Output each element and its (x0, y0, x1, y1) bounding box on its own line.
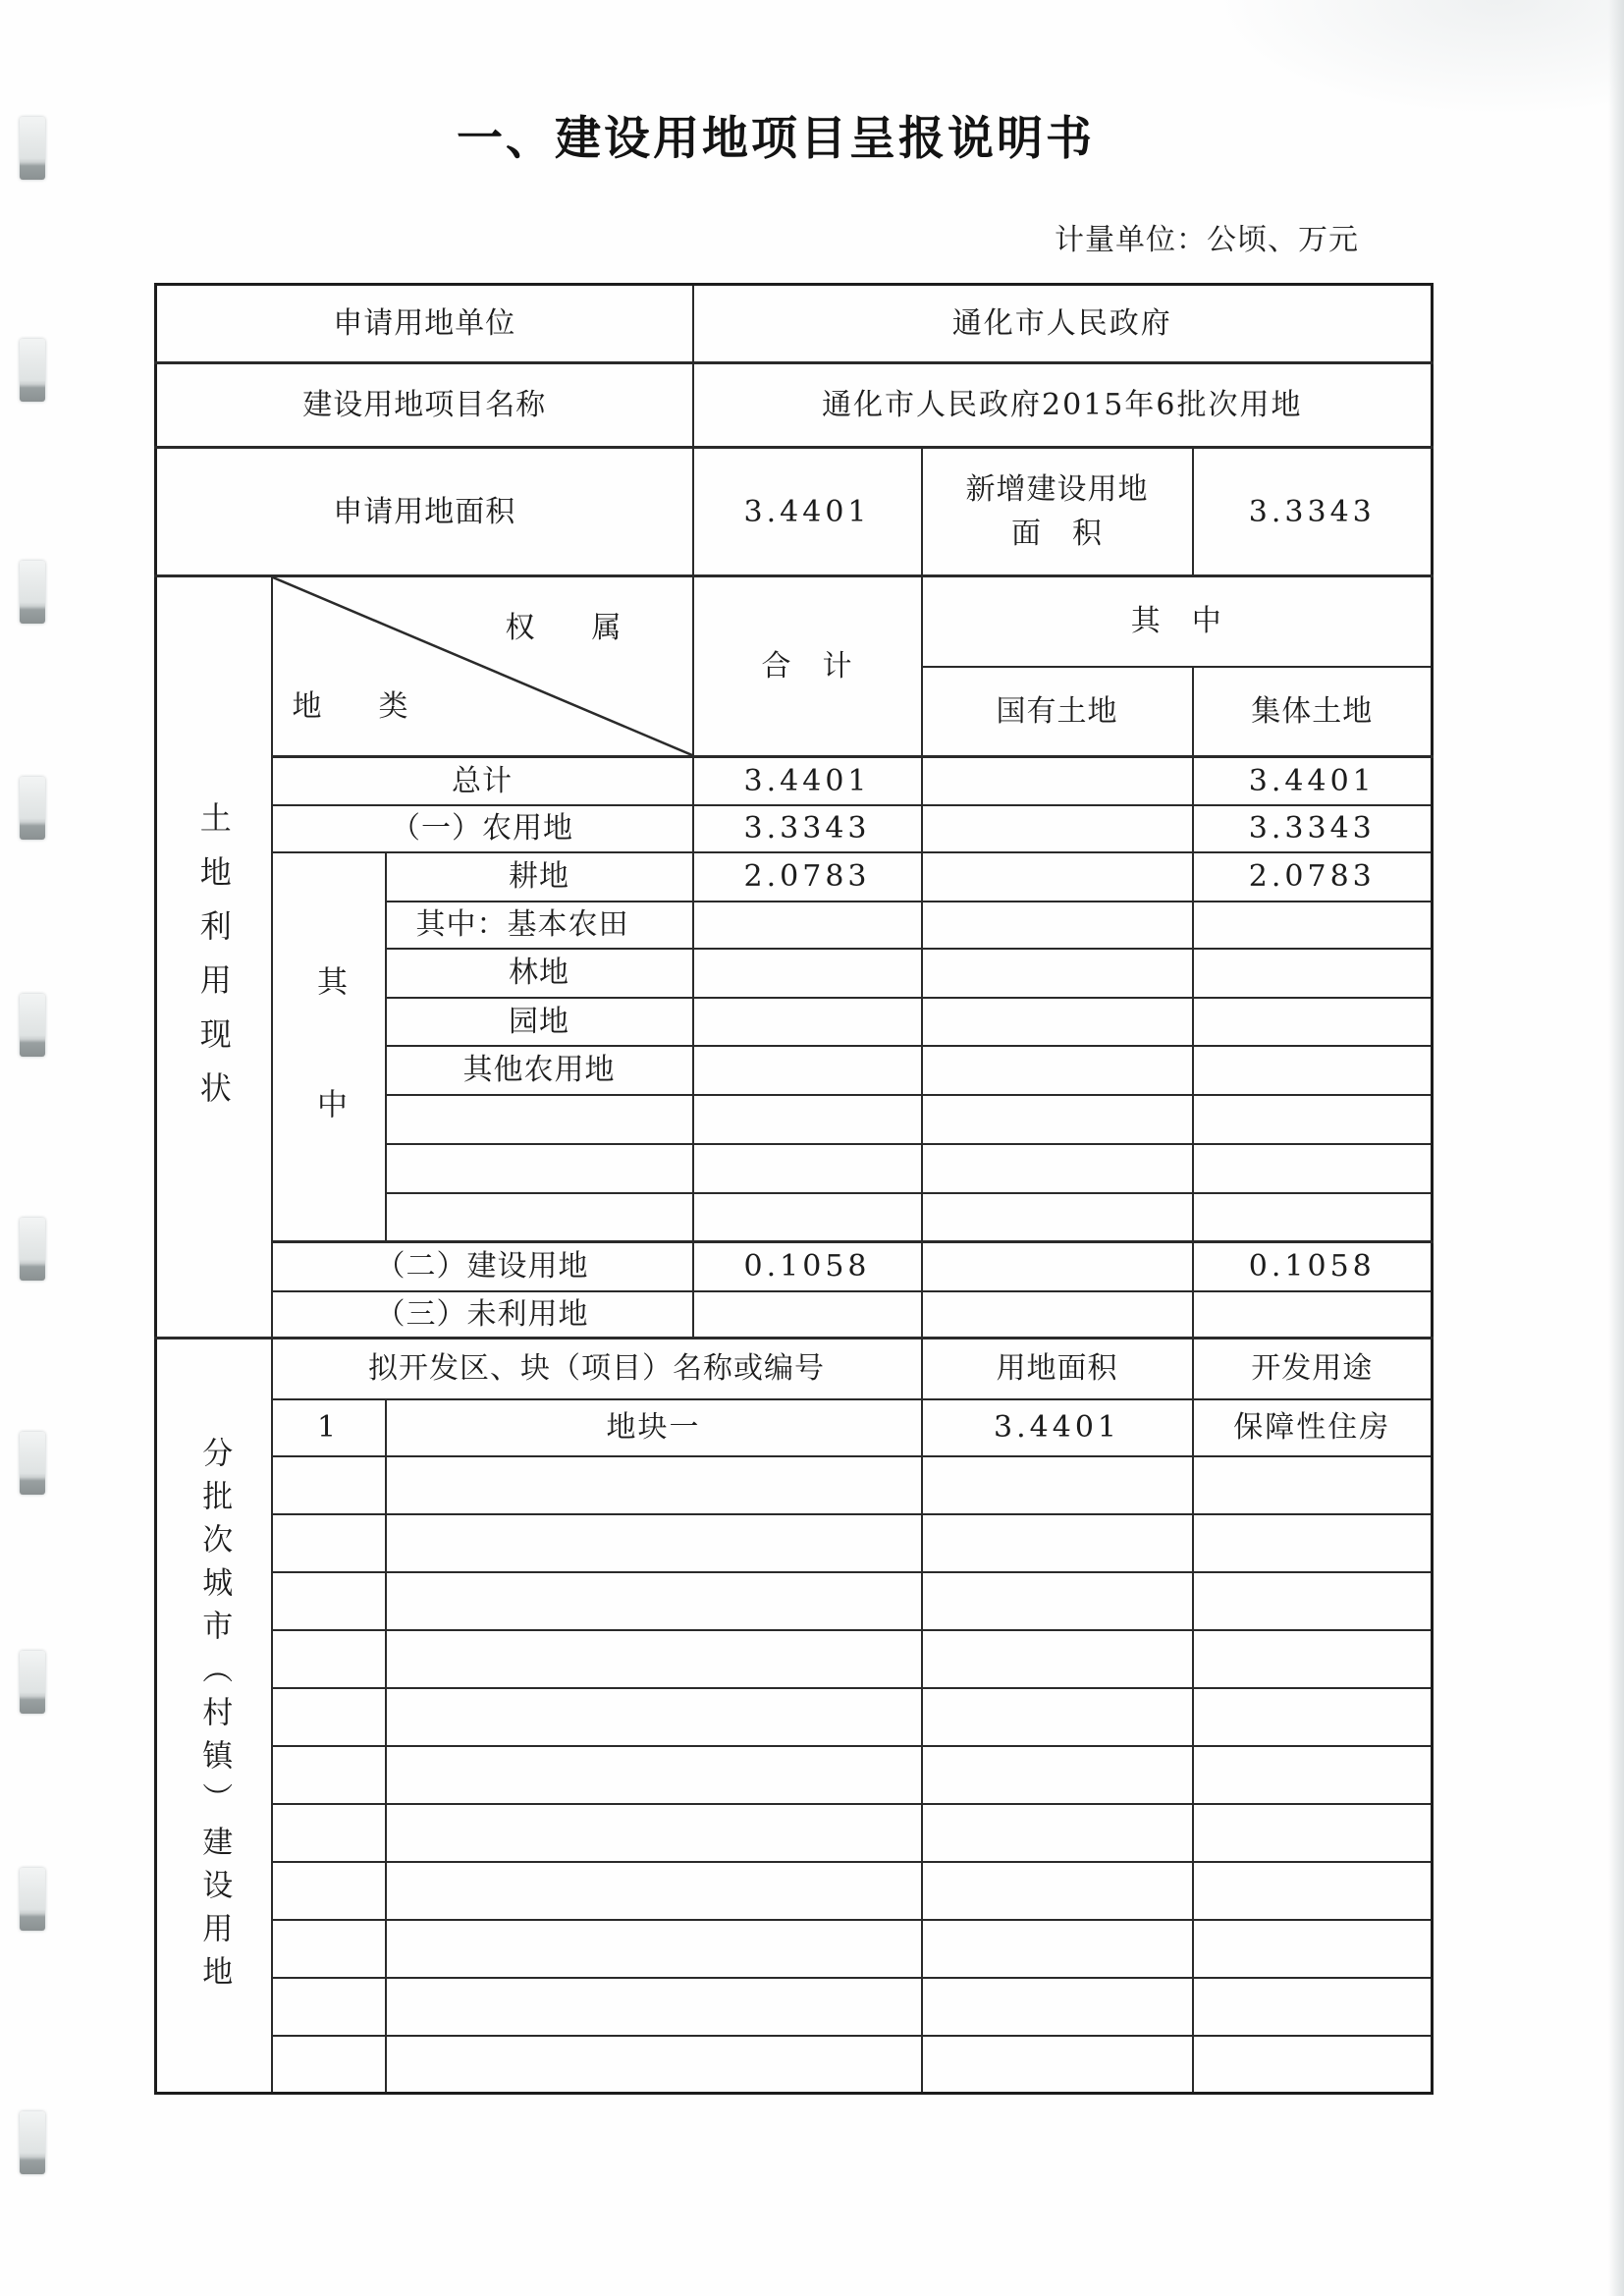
batch-row-name: 地块一 (386, 1399, 922, 1456)
empty-cell (1193, 1456, 1433, 1514)
empty-cell (386, 1456, 922, 1514)
table-row (156, 1862, 1433, 1920)
batch-row-no: 1 (272, 1399, 386, 1456)
table-row (156, 1456, 1433, 1514)
empty-cell (922, 1804, 1193, 1862)
applicant-label: 申请用地单位 (156, 285, 693, 363)
empty-cell (386, 1978, 922, 2036)
batch-section-cell (156, 1339, 272, 2094)
binder-hole-mark (20, 339, 45, 402)
row-collective: 0.1058 (1193, 1242, 1433, 1291)
binder-hole-mark (20, 777, 45, 840)
empty-cell (272, 1920, 386, 1978)
batch-name-header: 拟开发区、块（项目）名称或编号 (272, 1339, 922, 1399)
empty-cell (1193, 1095, 1433, 1144)
row-label: （二）建设用地 (272, 1242, 693, 1291)
empty-cell (693, 1144, 922, 1193)
row-state (922, 757, 1193, 805)
binder-hole-mark (20, 561, 45, 624)
row-state (922, 1046, 1193, 1095)
page-title: 一、建设用地项目呈报说明书 (457, 112, 1095, 166)
empty-cell (922, 1862, 1193, 1920)
binder-hole-mark (20, 1651, 45, 1714)
batch-row-area: 3.4401 (922, 1399, 1193, 1456)
empty-cell (922, 1456, 1193, 1514)
empty-cell (272, 2036, 386, 2094)
empty-cell (272, 1688, 386, 1746)
row-collective (1193, 1291, 1433, 1339)
table-row (156, 852, 1433, 902)
empty-cell (1193, 1978, 1433, 2036)
row-label: 耕地 (386, 852, 693, 902)
row-collective: 3.4401 (1193, 757, 1433, 805)
empty-cell (272, 1514, 386, 1572)
table-row (156, 2036, 1433, 2094)
row-total: 2.0783 (693, 852, 922, 902)
measurement-unit-note: 计量单位：公顷、万元 (1055, 223, 1359, 257)
collective-land-header: 集体土地 (1193, 667, 1433, 757)
empty-cell (386, 1746, 922, 1804)
binder-hole-mark (20, 1868, 45, 1931)
applied-area-value: 3.4401 (693, 448, 922, 576)
batch-use-header: 开发用途 (1193, 1339, 1433, 1399)
empty-cell (272, 1804, 386, 1862)
state-land-header: 国有土地 (922, 667, 1193, 757)
empty-cell (386, 1514, 922, 1572)
table-row (156, 1572, 1433, 1630)
empty-cell (386, 1920, 922, 1978)
row-state (922, 852, 1193, 902)
row-state (922, 949, 1193, 998)
row-label: 林地 (386, 949, 693, 998)
applied-area-label: 申请用地面积 (156, 448, 693, 576)
table-row (156, 757, 1433, 805)
diagonal-header-cell (272, 576, 693, 757)
batch-section-label: 分批次城市（村镇）建设用地 (196, 1436, 233, 1998)
table-row (156, 1291, 1433, 1339)
table-row (156, 805, 1433, 852)
table-row (156, 1242, 1433, 1291)
among-vertical-label: 其中 (311, 964, 347, 1211)
row-label: 园地 (386, 998, 693, 1046)
table-row (156, 1630, 1433, 1688)
empty-cell (1193, 1862, 1433, 1920)
row-state (922, 902, 1193, 949)
empty-cell (922, 1746, 1193, 1804)
empty-cell (386, 1630, 922, 1688)
empty-cell (922, 1630, 1193, 1688)
table-row (156, 1514, 1433, 1572)
row-collective (1193, 949, 1433, 998)
land-use-section-cell (156, 576, 272, 1339)
row-state (922, 1242, 1193, 1291)
empty-cell (386, 1862, 922, 1920)
new-area-label (922, 448, 1193, 576)
scan-smudge (1212, 0, 1624, 118)
row-label: 其中：基本农田 (386, 902, 693, 949)
empty-cell (1193, 1514, 1433, 1572)
binder-hole-mark (20, 1432, 45, 1495)
row-total (693, 902, 922, 949)
empty-cell (386, 1804, 922, 1862)
empty-cell (386, 1095, 693, 1144)
table-row (156, 1920, 1433, 1978)
table-row (156, 1978, 1433, 2036)
row-collective (1193, 1046, 1433, 1095)
batch-row-use: 保障性住房 (1193, 1399, 1433, 1456)
row-total (693, 1046, 922, 1095)
project-name-label: 建设用地项目名称 (156, 363, 693, 448)
land-use-section-label: 土地利用现状 (194, 801, 233, 1125)
table-row (156, 1399, 1433, 1456)
scan-edge-shadow (1608, 0, 1624, 2296)
empty-cell (693, 1095, 922, 1144)
row-total: 0.1058 (693, 1242, 922, 1291)
binder-hole-mark (20, 994, 45, 1057)
project-name-value: 通化市人民政府2015年6批次用地 (693, 363, 1433, 448)
empty-cell (922, 1095, 1193, 1144)
empty-cell (386, 1144, 693, 1193)
report-table (154, 283, 1434, 2095)
table-row (156, 1688, 1433, 1746)
empty-cell (922, 1514, 1193, 1572)
empty-cell (272, 1572, 386, 1630)
empty-cell (1193, 1144, 1433, 1193)
empty-cell (1193, 1688, 1433, 1746)
row-state (922, 1291, 1193, 1339)
empty-cell (386, 1193, 693, 1242)
row-label: 其他农用地 (386, 1046, 693, 1095)
row-label: （一）农用地 (272, 805, 693, 852)
empty-cell (272, 1746, 386, 1804)
row-total (693, 1291, 922, 1339)
new-area-label-line1: 新增建设用地 (965, 472, 1149, 507)
batch-area-header: 用地面积 (922, 1339, 1193, 1399)
row-total: 3.3343 (693, 805, 922, 852)
new-area-label-line2: 面 积 (1011, 517, 1104, 551)
empty-cell (693, 1193, 922, 1242)
empty-cell (1193, 1920, 1433, 1978)
total-column-header: 合 计 (693, 576, 922, 757)
empty-cell (922, 2036, 1193, 2094)
row-state (922, 805, 1193, 852)
empty-cell (1193, 1630, 1433, 1688)
empty-cell (272, 1456, 386, 1514)
among-section-cell (272, 852, 386, 1242)
empty-cell (922, 1920, 1193, 1978)
empty-cell (922, 1688, 1193, 1746)
empty-cell (922, 1572, 1193, 1630)
empty-cell (272, 1978, 386, 2036)
empty-cell (922, 1978, 1193, 2036)
among-column-header: 其 中 (922, 576, 1433, 667)
diagonal-category-label: 地 类 (292, 689, 422, 724)
empty-cell (272, 1862, 386, 1920)
empty-cell (1193, 2036, 1433, 2094)
table-row (156, 1746, 1433, 1804)
empty-cell (386, 1688, 922, 1746)
diagonal-line (273, 577, 692, 755)
row-total (693, 998, 922, 1046)
diagonal-owner-label: 权 属 (505, 611, 635, 645)
binder-hole-mark (20, 1218, 45, 1281)
row-collective: 2.0783 (1193, 852, 1433, 902)
empty-cell (1193, 1804, 1433, 1862)
empty-cell (272, 1630, 386, 1688)
row-collective: 3.3343 (1193, 805, 1433, 852)
empty-cell (922, 1193, 1193, 1242)
new-area-value: 3.3343 (1193, 448, 1433, 576)
row-label: 总计 (272, 757, 693, 805)
row-collective (1193, 902, 1433, 949)
binder-hole-mark (20, 2111, 45, 2174)
empty-cell (1193, 1746, 1433, 1804)
table-row (156, 1804, 1433, 1862)
row-collective (1193, 998, 1433, 1046)
row-state (922, 998, 1193, 1046)
empty-cell (1193, 1572, 1433, 1630)
empty-cell (386, 2036, 922, 2094)
empty-cell (922, 1144, 1193, 1193)
empty-cell (1193, 1193, 1433, 1242)
empty-cell (386, 1572, 922, 1630)
row-label: （三）未利用地 (272, 1291, 693, 1339)
row-total (693, 949, 922, 998)
row-total: 3.4401 (693, 757, 922, 805)
applicant-value: 通化市人民政府 (693, 285, 1433, 363)
